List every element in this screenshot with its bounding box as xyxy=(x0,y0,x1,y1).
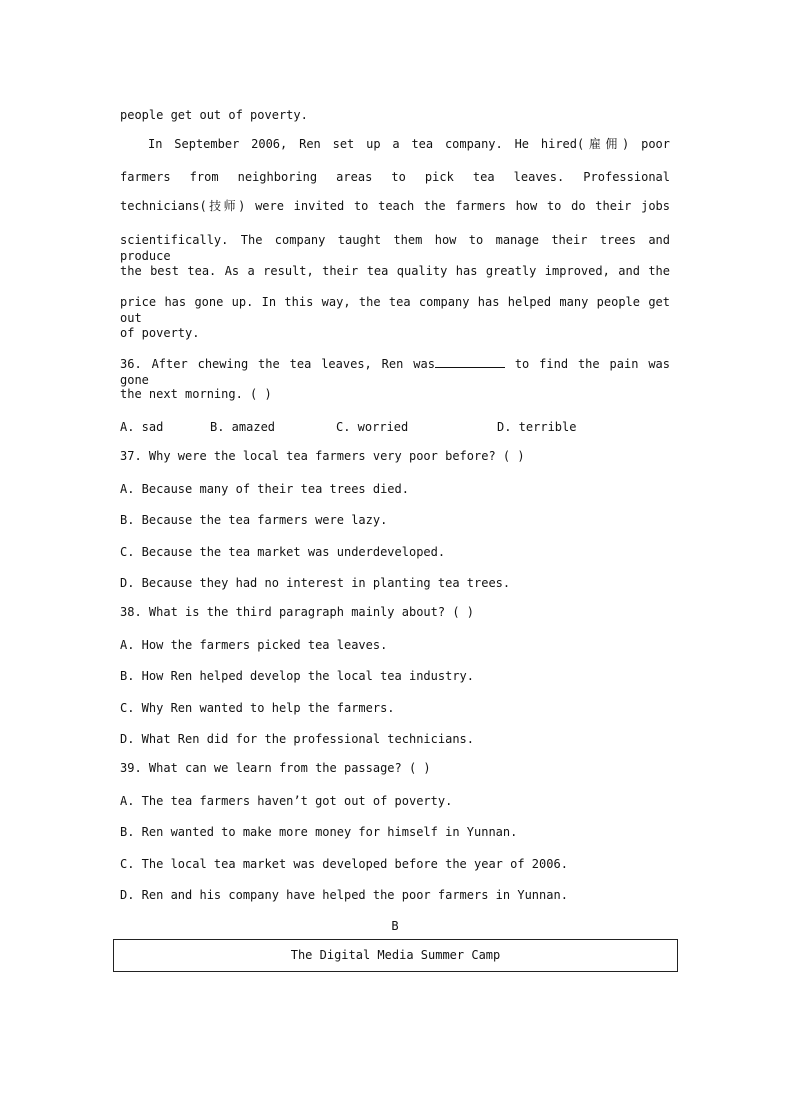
passage-line: people get out of poverty. xyxy=(120,108,308,122)
option-b: B. Because the tea farmers were lazy. xyxy=(120,513,388,527)
option-d: D. terrible xyxy=(497,420,577,434)
question-37-stem: 37. Why were the local tea farmers very poor before? ( ) xyxy=(120,449,525,463)
option-a: A. How the farmers picked tea leaves. xyxy=(120,638,388,652)
option-b: B. Ren wanted to make more money for himself in Yunnan. xyxy=(120,825,518,839)
option-a: A. sad xyxy=(120,420,164,434)
section-title-box xyxy=(113,939,678,972)
option-c: C. The local tea market was developed before the year of 2006. xyxy=(120,857,568,871)
option-a: A. The tea farmers haven’t got out of poverty. xyxy=(120,794,453,808)
option-a: A. Because many of their tea trees died. xyxy=(120,482,409,496)
passage-line: farmers from neighboring areas to pick tea leaves. Professional xyxy=(120,170,670,184)
section-label: B xyxy=(391,919,399,933)
passage-line: price has gone up. In this way, the tea company has helped many people get out xyxy=(120,295,670,325)
passage-line: the best tea. As a result, their tea quality has greatly improved, and the xyxy=(120,264,670,278)
option-c: C. Because the tea market was underdeveloped. xyxy=(120,545,446,559)
option-c: C. Why Ren wanted to help the farmers. xyxy=(120,701,395,715)
question-stem-text: 36. After chewing the tea leaves, Ren was xyxy=(120,357,435,371)
question-stem-text: to find the pain was gone xyxy=(120,357,670,387)
option-b: B. amazed xyxy=(210,420,276,434)
passage-line: of poverty. xyxy=(120,326,200,340)
question-39-stem: 39. What can we learn from the passage? ( ) xyxy=(120,761,431,775)
question-36-stem-cont: the next morning. ( ) xyxy=(120,387,272,401)
option-d: D. Ren and his company have helped the poor farmers in Yunnan. xyxy=(120,888,568,902)
option-b: B. How Ren helped develop the local tea industry. xyxy=(120,669,475,683)
passage-line: technicians(技师) were invited to teach the farmers how to do their jobs xyxy=(120,199,670,213)
question-38-stem: 38. What is the third paragraph mainly about? ( ) xyxy=(120,605,475,619)
option-d: D. Because they had no interest in planting tea trees. xyxy=(120,576,511,590)
question-36-stem xyxy=(120,356,670,388)
option-d: D. What Ren did for the professional technicians. xyxy=(120,732,475,746)
answer-blank xyxy=(435,356,505,368)
option-c: C. worried xyxy=(336,420,409,434)
section-title: The Digital Media Summer Camp xyxy=(290,948,501,962)
passage-line: In September 2006, Ren set up a tea company. He hired(雇佣) poor xyxy=(148,137,670,151)
passage-line: scientifically. The company taught them how to manage their trees and produce xyxy=(120,233,670,263)
